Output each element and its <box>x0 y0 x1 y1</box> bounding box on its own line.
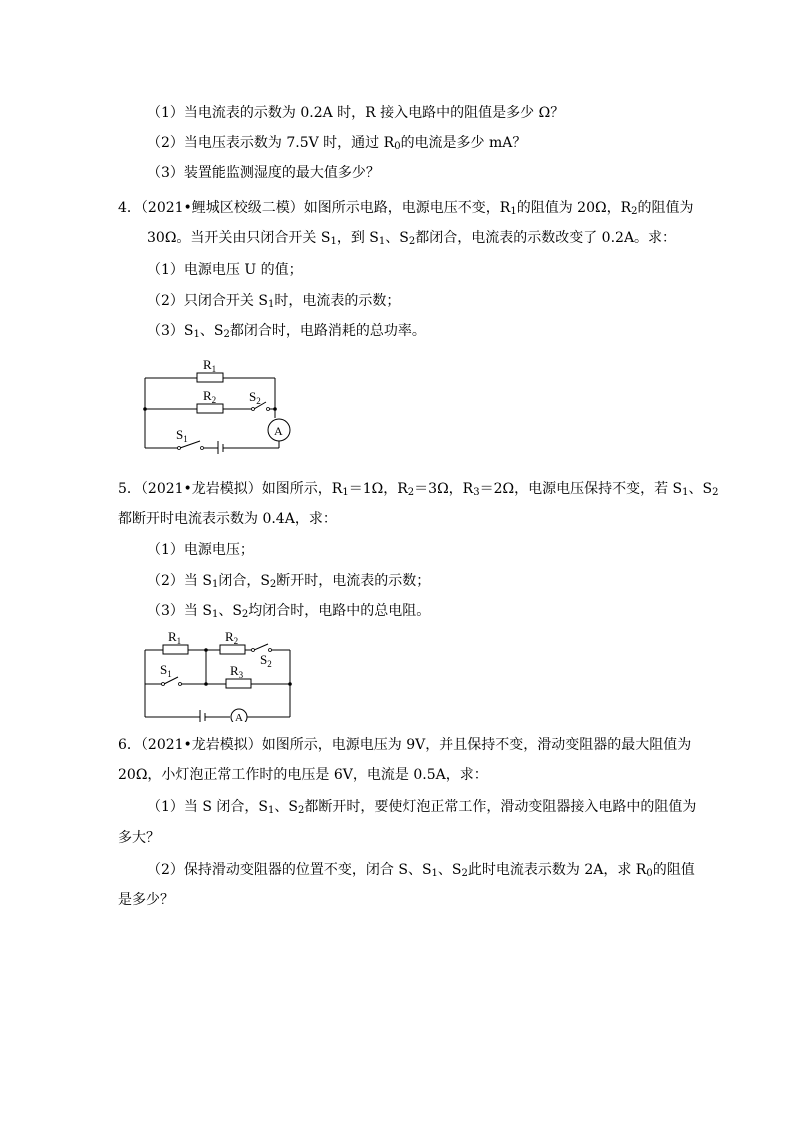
q6-sub2: （2）保持滑动变阻器的位置不变，闭合 S、$S_1$、$S_2$此时电流表示数为 2A，求 $R_0$的阻值 <box>147 862 695 879</box>
q4-sub2: （2）只闭合开关 $S_1$时，电流表的示数； <box>147 293 401 310</box>
q5-circuit-diagram <box>140 628 300 722</box>
q5-label-r3: $R_3$ <box>230 663 244 680</box>
q4-label-r1: $R_1$ <box>203 357 217 374</box>
q4-label-ammeter: A <box>274 424 283 438</box>
q6-stem-line1: 6．（2021•龙岩模拟）如图所示，电源电压为 9V，并且保持不变，滑动变阻器的最大阻值为 <box>118 737 692 753</box>
q5-label-r1: $R_1$ <box>168 629 182 646</box>
q4-label-s2: $S_2$ <box>249 389 261 406</box>
q6-sub1-cont: 多大？ <box>118 830 160 846</box>
q5-stem-line2: 都断开时电流表示数为 0.4A，求： <box>118 511 337 527</box>
q3-sub3: （3）装置能监测湿度的最大值多少？ <box>147 165 380 181</box>
q5-sub1: （1）电源电压； <box>147 542 254 558</box>
q5-label-r2: $R_2$ <box>225 629 239 646</box>
q5-label-s1: $S_1$ <box>160 662 172 679</box>
q5-stem-line1: 5．（2021•龙岩模拟）如图所示，$R_1=1\Omega$，$R_2=3\Omega$，$R_3=2\Omega$，电源电压保持不变，若 $S_1$、$S_2$ <box>118 481 719 498</box>
q5-sub3: （3）当 $S_1$、$S_2$均闭合时，电路中的总电阻。 <box>147 603 431 620</box>
q4-sub3: $(3)S_1$、$S_2$都闭合时，电路消耗的总功率。 <box>147 323 426 340</box>
q5-label-s2: $S_2$ <box>260 652 272 669</box>
q5-sub2: （2）当 $S_1$闭合，$S_2$断开时，电流表的示数； <box>147 573 431 590</box>
q6-stem-line2: 20Ω，小灯泡正常工作时的电压是 6V，电流是 0.5A，求： <box>118 767 488 783</box>
q6-sub1: （1）当 S 闭合，$S_1$、$S_2$都断开时，要使灯泡正常工作，滑动变阻器接入电路中的阻值为 <box>147 799 697 816</box>
q4-circuit-diagram <box>140 352 300 454</box>
q3-sub1: （1）当电流表的示数为 0.2A 时，R 接入电路中的阻值是多少 Ω？ <box>147 105 565 121</box>
q4-sub1: （1）电源电压 U 的值； <box>147 262 303 278</box>
q4-label-r2: $R_2$ <box>203 388 217 405</box>
q4-stem-line2: 30Ω。当开关由只闭合开关 $S_1$，到 $S_1$、$S_2$都闭合，电流表的示数改变了 0.2A。求： <box>147 230 677 247</box>
q5-label-ammeter: A <box>235 712 243 722</box>
q4-stem-line1: 4．（2021•鲤城区校级二模）如图所示电路，电源电压不变，$R_1$的阻值为 20Ω，$R_2$的阻值为 <box>118 200 694 217</box>
q3-sub2: （2）当电压表示数为 7.5V 时，通过 $R_0$的电流是多少 mA？ <box>147 135 527 152</box>
q4-label-s1: $S_1$ <box>176 427 188 444</box>
q6-sub2-cont: 是多少？ <box>118 892 174 908</box>
